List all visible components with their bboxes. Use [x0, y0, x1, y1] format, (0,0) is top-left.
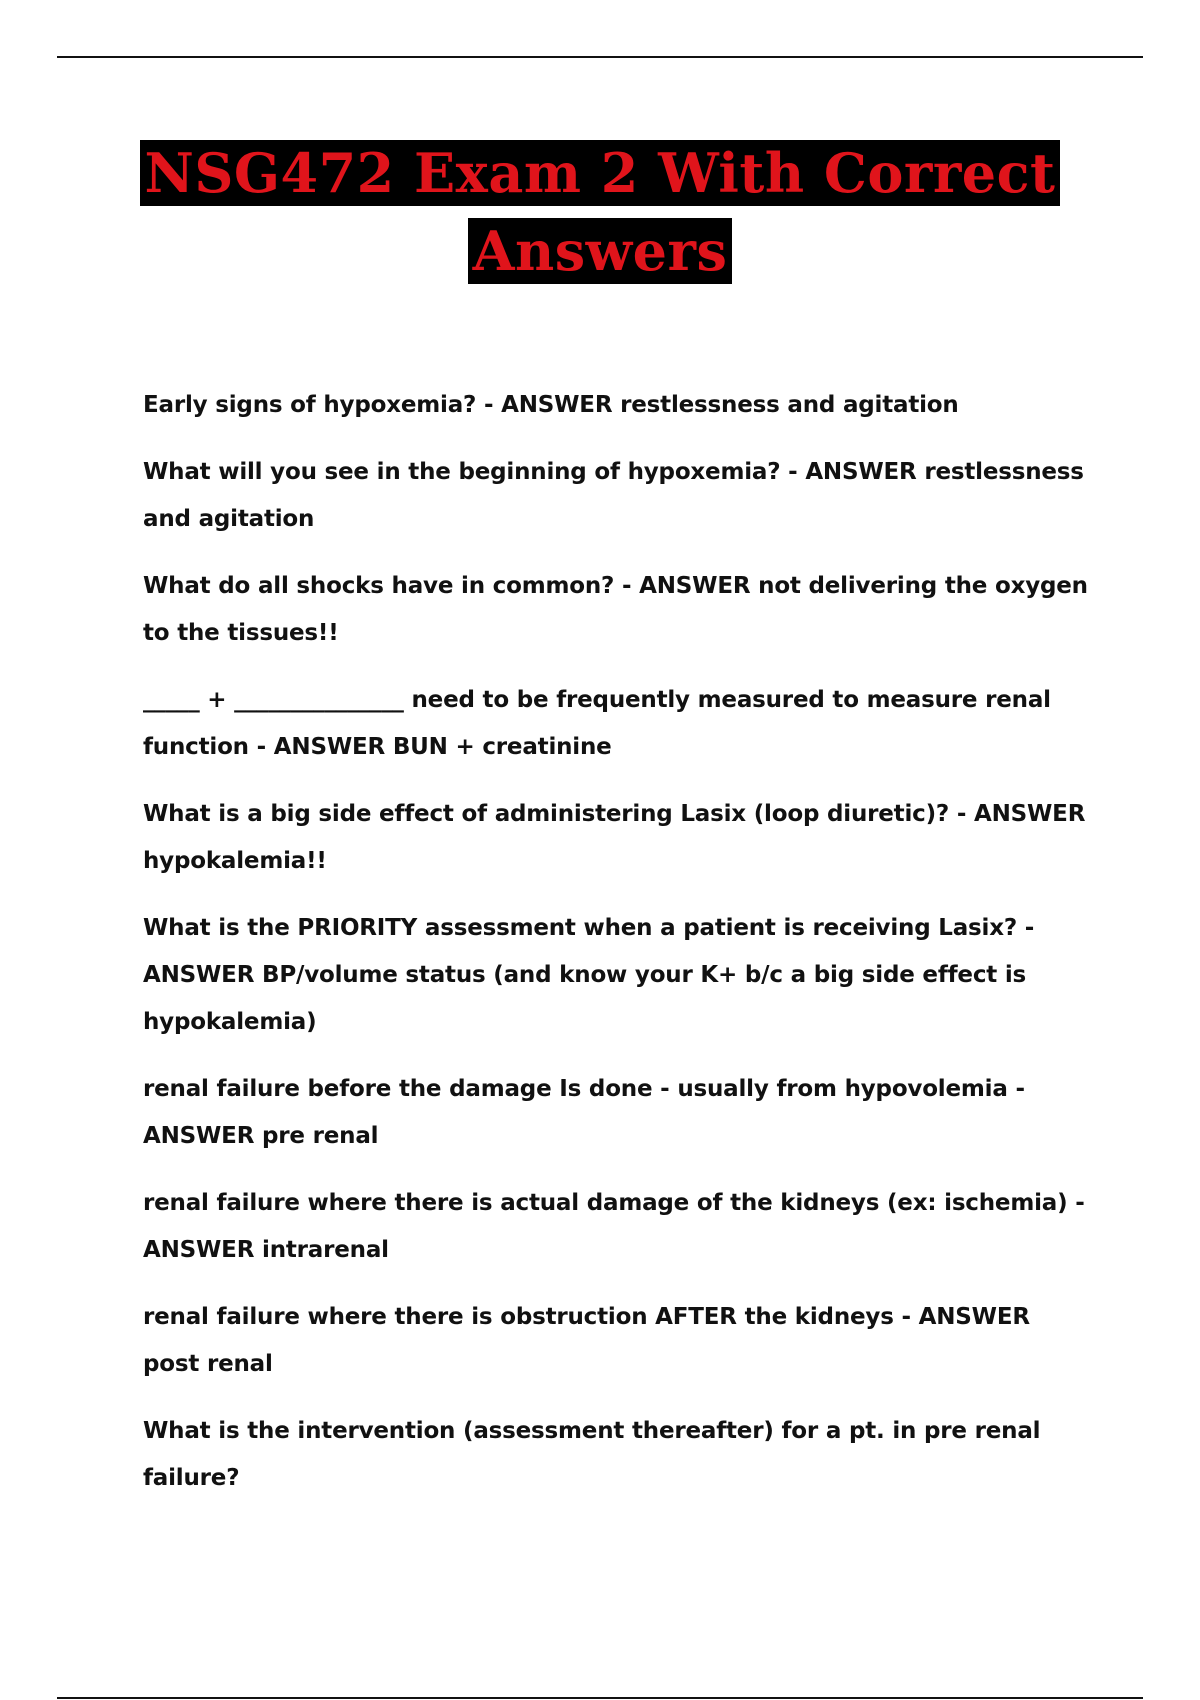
qa-item-9: renal failure where there is obstruction AFTER the kidneys - ANSWER post renal: [143, 1304, 1030, 1377]
qa-item-5: What is a big side effect of administering Lasix (loop diuretic)? - ANSWER hypokalemia!!: [143, 801, 1086, 874]
header-rule: [57, 56, 1143, 58]
question-answer-list: [143, 382, 1093, 1522]
qa-item-7: renal failure before the damage Is done - usually from hypovolemia - ANSWER pre renal: [143, 1076, 1025, 1149]
title-line-1: NSG472 Exam 2 With Correct: [140, 140, 1061, 206]
qa-item-4: _____ + _______________ need to be frequently measured to measure renal function - ANSWER BUN + creatinine: [143, 687, 1051, 760]
document-title: [0, 140, 1200, 284]
footer-rule: [57, 1697, 1143, 1699]
qa-item-1: Early signs of hypoxemia? - ANSWER restlessness and agitation: [143, 392, 959, 418]
qa-item-8: renal failure where there is actual damage of the kidneys (ex: ischemia) - ANSWER intrarenal: [143, 1190, 1085, 1263]
qa-item-6: What is the PRIORITY assessment when a patient is receiving Lasix? - ANSWER BP/volume status (and know your K+ b/c a big side effect is hypokalemia): [143, 915, 1035, 1035]
qa-item-3: What do all shocks have in common? - ANSWER not delivering the oxygen to the tissues!!: [143, 573, 1088, 646]
title-line-2: Answers: [468, 218, 733, 284]
qa-item-2: What will you see in the beginning of hypoxemia? - ANSWER restlessness and agitation: [143, 459, 1084, 532]
qa-item-10: What is the intervention (assessment thereafter) for a pt. in pre renal failure?: [143, 1418, 1041, 1491]
